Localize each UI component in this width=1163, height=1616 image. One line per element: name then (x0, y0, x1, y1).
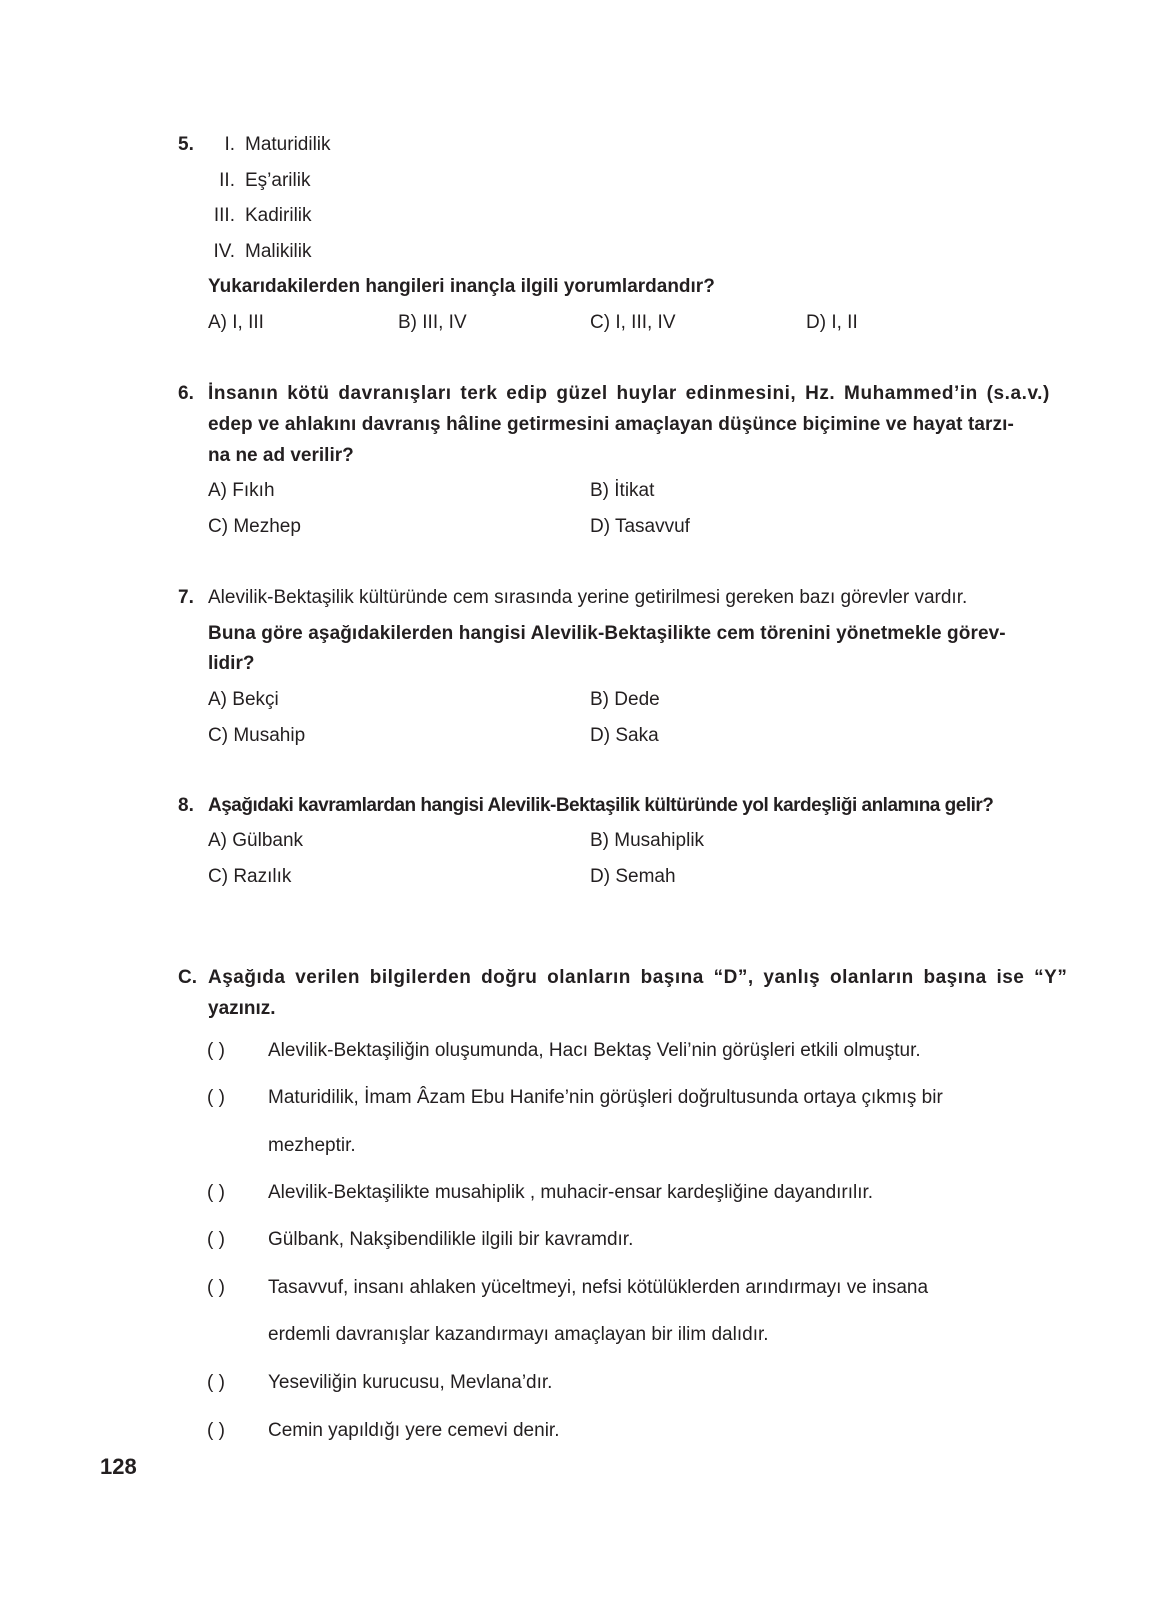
option-c[interactable]: C) I, III, IV (590, 312, 676, 333)
answer-blank[interactable]: ( ) (207, 1087, 225, 1108)
option-b[interactable]: B) Musahiplik (590, 830, 705, 851)
statement-text: Yeseviliğin kurucusu, Mevlana’dır. (268, 1372, 553, 1393)
option-c[interactable]: C) Mezhep (208, 516, 301, 537)
list-item: Maturidilik (245, 134, 331, 155)
question-number: 6. (178, 383, 194, 404)
answer-blank[interactable]: ( ) (207, 1040, 225, 1061)
question-prompt-line: lidir? (208, 653, 255, 674)
statement-text: Cemin yapıldığı yere cemevi denir. (268, 1420, 560, 1441)
question-intro: Alevilik-Bektaşilik kültüründe cem sırasında yerine getirilmesi gereken bazı görevler vardır. (208, 587, 968, 608)
option-c[interactable]: C) Razılık (208, 866, 292, 887)
option-d[interactable]: D) Semah (590, 866, 676, 887)
question-prompt-line: Buna göre aşağıdakilerden hangisi Alevilik-Bektaşilikte cem törenini yönetmekle görev- (208, 623, 1006, 644)
answer-blank[interactable]: ( ) (207, 1420, 225, 1441)
question-prompt: Yukarıdakilerden hangileri inançla ilgili yorumlardandır? (208, 276, 715, 297)
option-c[interactable]: C) Musahip (208, 725, 306, 746)
question-prompt: Aşağıdaki kavramlardan hangisi Alevilik-Bektaşilik kültüründe yol kardeşliği anlamına gelir? (208, 795, 994, 816)
question-text-line: İnsanın kötü davranışları terk edip güzel huylar edinmesini, Hz. Muhammed’in (s.a.v.) (208, 383, 1050, 404)
option-b[interactable]: B) III, IV (398, 312, 467, 333)
answer-blank[interactable]: ( ) (207, 1229, 225, 1250)
list-item: Eş’arilik (245, 170, 311, 191)
statement-text: Alevilik-Bektaşiliğin oluşumunda, Hacı Bektaş Veli’nin görüşleri etkili olmuştur. (268, 1040, 921, 1061)
page-number: 128 (100, 1454, 137, 1479)
option-b[interactable]: B) İtikat (590, 480, 655, 501)
roman-numeral: III. (213, 205, 235, 226)
statement-text: Tasavvuf, insanı ahlaken yüceltmeyi, nefsi kötülüklerden arındırmayı ve insana (268, 1277, 929, 1298)
statement-text: Maturidilik, İmam Âzam Ebu Hanife’nin görüşleri doğrultusunda ortaya çıkmış bir (268, 1087, 943, 1108)
question-number: 8. (178, 795, 194, 816)
option-a[interactable]: A) Gülbank (208, 830, 304, 851)
option-d[interactable]: D) I, II (806, 312, 858, 333)
roman-numeral: IV. (213, 241, 235, 262)
section-letter: C. (178, 967, 197, 988)
question-number: 7. (178, 587, 194, 608)
option-a[interactable]: A) I, III (208, 312, 264, 333)
option-d[interactable]: D) Tasavvuf (590, 516, 690, 537)
roman-numeral: II. (219, 170, 235, 191)
option-a[interactable]: A) Fıkıh (208, 480, 275, 501)
section-instruction-line: Aşağıda verilen bilgilerden doğru olanların başına “D”, yanlış olanların başına ise “Y” (208, 967, 1068, 988)
question-number: 5. (178, 134, 194, 155)
list-item: Malikilik (245, 241, 312, 262)
option-a[interactable]: A) Bekçi (208, 689, 279, 710)
answer-blank[interactable]: ( ) (207, 1372, 225, 1393)
statement-text: Gülbank, Nakşibendilikle ilgili bir kavramdır. (268, 1229, 634, 1250)
list-item: Kadirilik (245, 205, 312, 226)
answer-blank[interactable]: ( ) (207, 1277, 225, 1298)
option-b[interactable]: B) Dede (590, 689, 660, 710)
section-instruction-line: yazınız. (208, 998, 276, 1019)
roman-numeral: I. (224, 134, 235, 155)
option-d[interactable]: D) Saka (590, 725, 659, 746)
question-text-line: na ne ad verilir? (208, 445, 354, 466)
statement-text: erdemli davranışlar kazandırmayı amaçlayan bir ilim dalıdır. (268, 1324, 769, 1345)
answer-blank[interactable]: ( ) (207, 1182, 225, 1203)
statement-text: Alevilik-Bektaşilikte musahiplik , muhacir-ensar kardeşliğine dayandırılır. (268, 1182, 874, 1203)
question-text-line: edep ve ahlakını davranış hâline getirmesini amaçlayan düşünce biçimine ve hayat tarzı- (208, 414, 1014, 435)
statement-text: mezheptir. (268, 1135, 356, 1156)
